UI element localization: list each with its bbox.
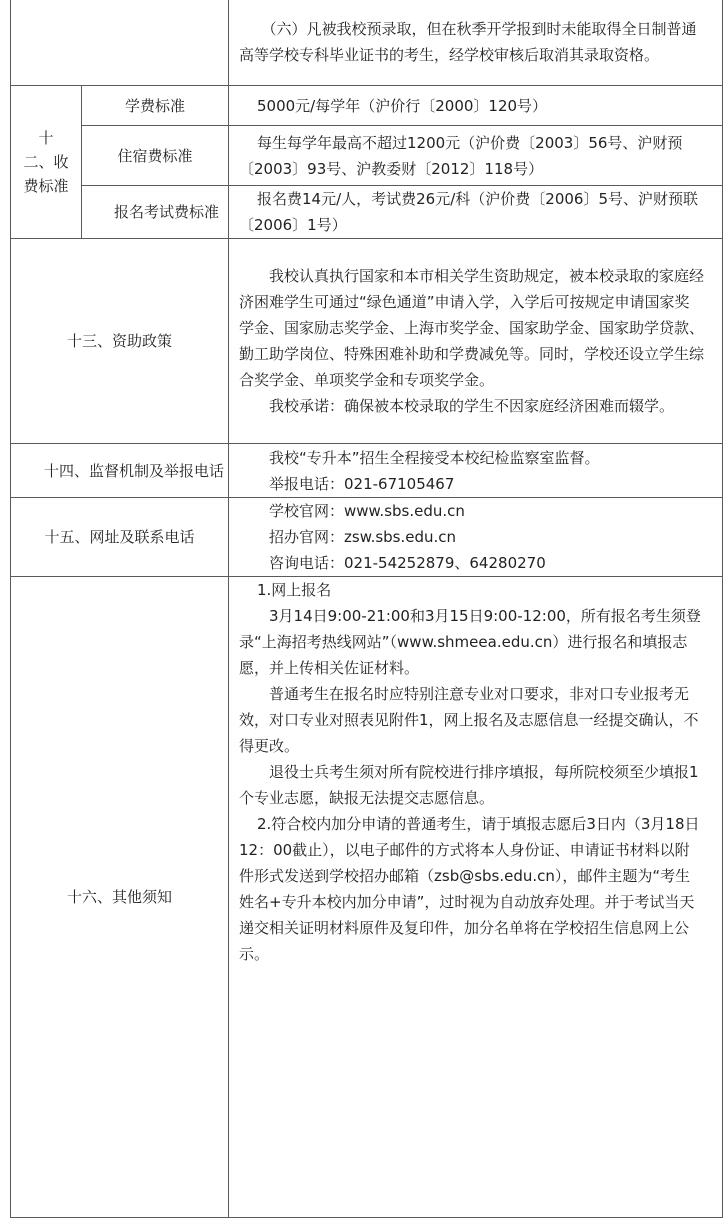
contact-admissions-site: 招办官网：zsw.sbs.edu.cn — [269, 528, 457, 546]
section-16-label: 十六、其他须知 — [11, 577, 229, 1218]
section-12-label-line2: 二、收 — [23, 153, 69, 171]
fee-label-exam-text: 报名考试费标准 — [114, 203, 220, 221]
section-14-label-text: 十四、监督机制及举报电话 — [44, 461, 225, 480]
row-item-6-text: （六）凡被我校预录取，但在秋季开学报到时未能取得全日制普通高等学校专科毕业证书的考生，经学校审核后取消其录取资格。 — [239, 20, 697, 64]
row-item-6-label-cell — [11, 0, 229, 86]
aid-paragraph-2: 我校承诺：确保被本校录取的学生不因家庭经济困难而辍学。 — [269, 397, 675, 415]
notes-heading-1: 1.网上报名 — [257, 581, 332, 599]
notes-paragraph-1: 3月14日9:00-21:00和3月15日9:00-12:00，所有报名考生须登录“上海招考热线网站”（www.shmeea.edu.cn）进行报名和填报志愿，并上传相关佐证材料。 — [239, 607, 701, 677]
fee-label-housing: 住宿费标准 — [82, 126, 229, 186]
admissions-table — [10, 0, 723, 1218]
fee-row-exam — [11, 186, 723, 239]
row-item-6-content — [229, 0, 723, 86]
section-16-content — [229, 577, 723, 1218]
fee-row-housing — [11, 126, 723, 186]
fee-value-exam-text: 报名费14元/人，考试费26元/科（沪价费〔2006〕5号、沪财预联〔2006〕1号） — [239, 190, 699, 234]
fee-label-exam — [82, 186, 229, 239]
supervision-phone: 举报电话：021-67105467 — [269, 474, 455, 493]
section-15-row — [11, 498, 723, 577]
fee-label-tuition: 学费标准 — [82, 86, 229, 126]
section-16-row — [11, 577, 723, 1218]
contact-phone: 咨询电话：021-54252879、64280270 — [269, 554, 546, 572]
section-12-label-line3: 费标准 — [23, 177, 69, 195]
notes-paragraph-2: 普通考生在报名时应特别注意专业对口要求，非对口专业报考无效，对口专业对照表见附件1，网上报名及志愿信息一经提交确认，不得更改。 — [239, 685, 699, 755]
section-15-label: 十五、网址及联系电话 — [11, 498, 229, 577]
section-13-label: 十三、资助政策 — [11, 239, 229, 444]
section-14-content — [229, 444, 723, 498]
section-13-content — [229, 239, 723, 444]
fee-value-housing — [229, 126, 723, 186]
section-15-content — [229, 498, 723, 577]
section-14-row — [11, 444, 723, 498]
section-14-label — [11, 444, 229, 498]
fee-value-tuition-text: 5000元/每学年（沪价行〔2000〕120号） — [257, 96, 548, 115]
section-12-label — [11, 86, 82, 239]
fee-value-housing-text: 每生每学年最高不超过1200元（沪价费〔2003〕56号、沪财预〔2003〕93号、沪教委财〔2012〕118号） — [239, 133, 683, 178]
fee-value-tuition — [229, 86, 723, 126]
aid-paragraph-1: 我校认真执行国家和本市相关学生资助规定，被本校录取的家庭经济困难学生可通过“绿色通道”申请入学，入学后可按规定申请国家奖学金、国家励志奖学金、上海市奖学金、国家助学金、国家助学贷款、勤工助学岗位、特殊困难补助和学费减免等。同时，学校还设立学生综合奖学金、单项奖学金和专项奖学金。 — [239, 267, 705, 389]
row-item-6 — [11, 0, 723, 86]
notes-paragraph-3: 退役士兵考生须对所有院校进行排序填报，每所院校须至少填报1个专业志愿，缺报无法提交志愿信息。 — [239, 763, 699, 807]
section-13-row — [11, 239, 723, 444]
contact-school-site: 学校官网：www.sbs.edu.cn — [269, 502, 465, 520]
section-12-label-line1: 十 — [38, 129, 54, 147]
fee-row-tuition — [11, 86, 723, 126]
fee-value-exam — [229, 186, 723, 239]
notes-paragraph-4: 2.符合校内加分申请的普通考生，请于填报志愿后3日内（3月18日12：00截止），以电子邮件的方式将本人身份证、申请证书材料以附件形式发送到学校招办邮箱（zsb@sbs.edu.cn），邮件主题为“考生姓名+专升本校内加分申请”，过时视为自动放弃处理。并于考试当天递交相关证明材料原件及复印件，加分名单将在学校招生信息网上公示。 — [239, 815, 700, 963]
supervision-paragraph-1: 我校“专升本”招生全程接受本校纪检监察室监督。 — [269, 448, 600, 467]
